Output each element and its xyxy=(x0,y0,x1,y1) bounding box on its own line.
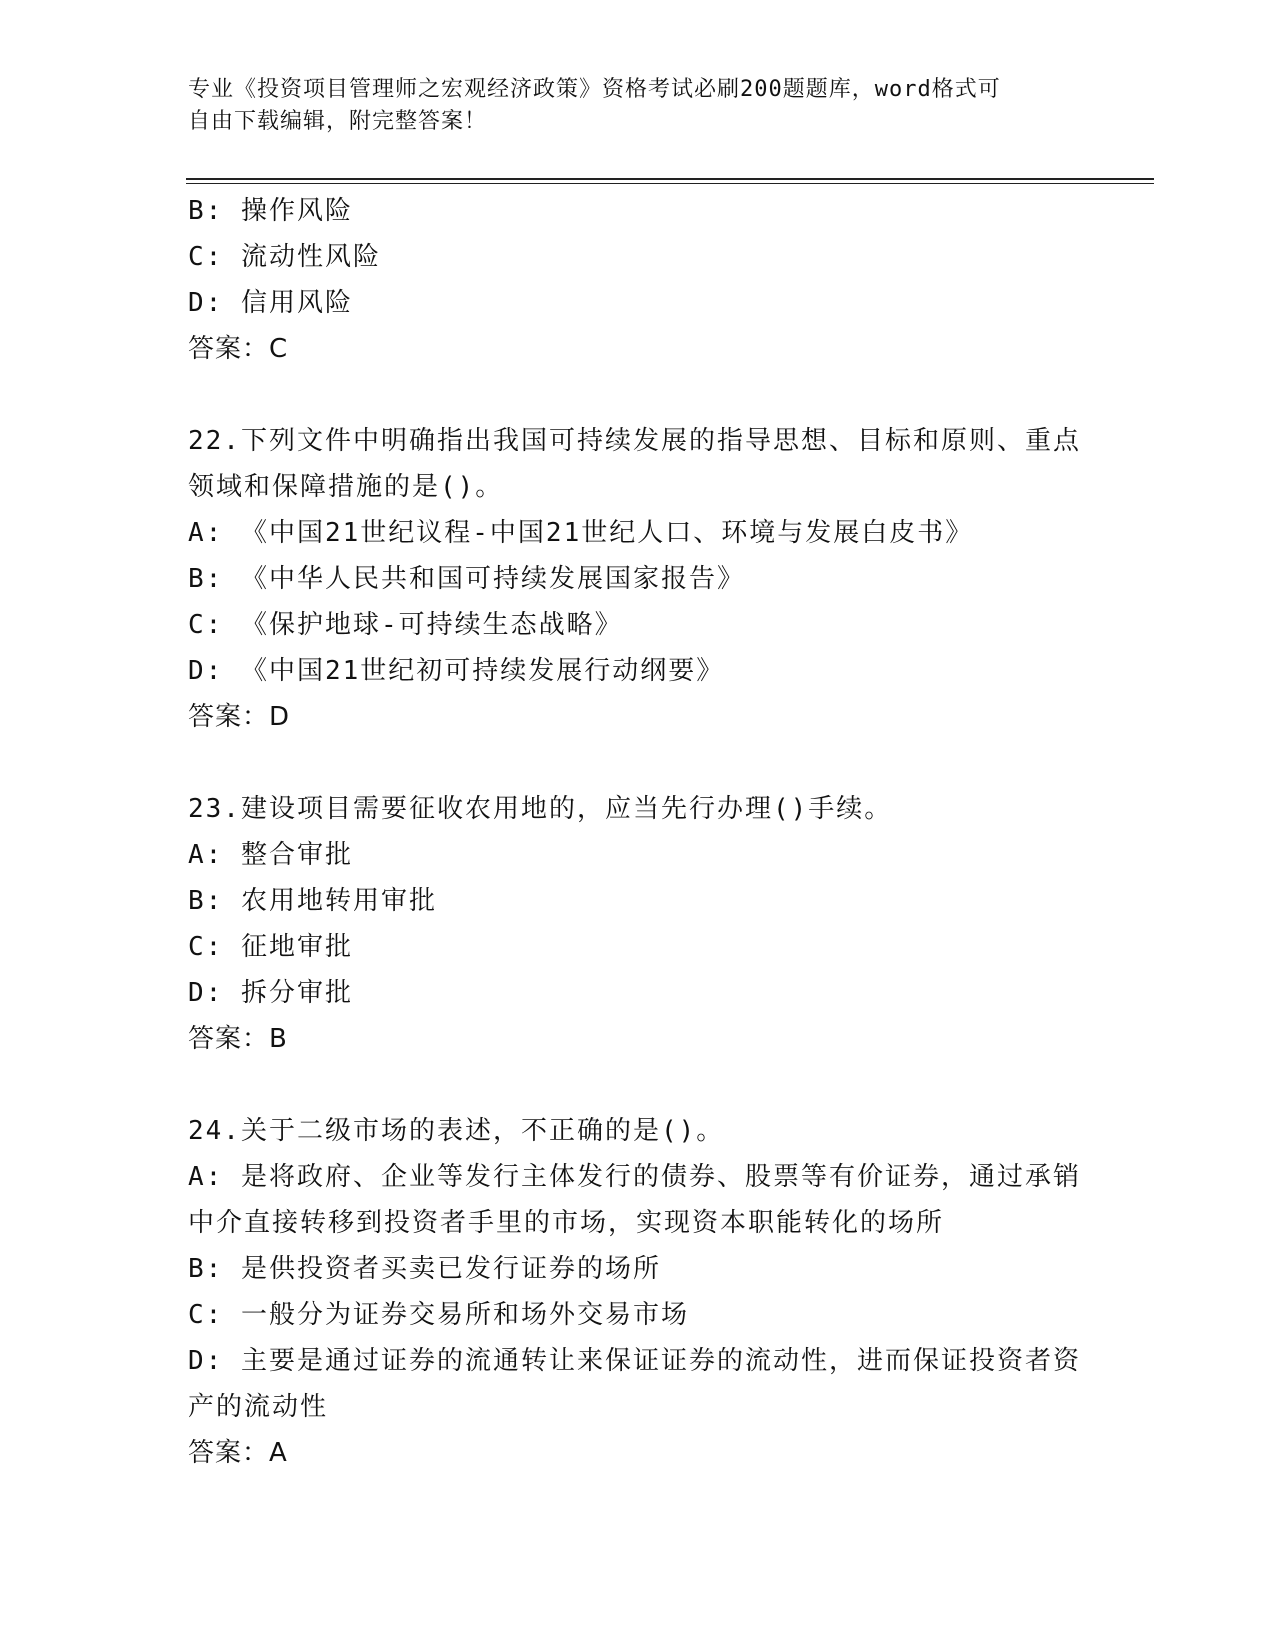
q23-option-b: B: 农用地转用审批 xyxy=(188,886,437,916)
header-line-2: 自由下载编辑，附完整答案！ xyxy=(188,109,488,134)
spacer xyxy=(188,740,1088,786)
prev-option-d: D: 信用风险 xyxy=(188,288,353,318)
spacer xyxy=(188,372,1088,418)
q24-option-d: D: 主要是通过证券的流通转让来保证证券的流动性，进而保证投资者资产的流动性 xyxy=(188,1346,1081,1422)
q24-answer: 答案：A xyxy=(188,1438,288,1468)
q22-option-a: A: 《中国21世纪议程-中国21世纪人口、环境与发展白皮书》 xyxy=(188,518,974,548)
document-header xyxy=(188,74,1068,138)
q22-option-d: D: 《中国21世纪初可持续发展行动纲要》 xyxy=(188,656,725,686)
q22-option-c: C: 《保护地球-可持续生态战略》 xyxy=(188,610,623,640)
q23-option-c: C: 征地审批 xyxy=(188,932,353,962)
header-divider-thick xyxy=(186,178,1154,180)
spacer xyxy=(188,1062,1088,1108)
q22-text: 22.下列文件中明确指出我国可持续发展的指导思想、目标和原则、重点领域和保障措施的是()。 xyxy=(188,426,1081,502)
q23-text: 23.建设项目需要征收农用地的，应当先行办理()手续。 xyxy=(188,794,893,824)
q22-option-b: B: 《中华人民共和国可持续发展国家报告》 xyxy=(188,564,745,594)
prev-answer: 答案：C xyxy=(188,334,289,364)
question-list xyxy=(188,188,1088,1476)
q22-answer: 答案：D xyxy=(188,702,291,732)
header-divider-thin xyxy=(186,183,1154,184)
prev-option-b: B: 操作风险 xyxy=(188,196,353,226)
prev-option-c: C: 流动性风险 xyxy=(188,242,381,272)
q24-text: 24.关于二级市场的表述，不正确的是()。 xyxy=(188,1116,725,1146)
header-line-1: 专业《投资项目管理师之宏观经济政策》资格考试必刷200题题库，word格式可 xyxy=(188,77,1001,102)
q23-option-a: A: 整合审批 xyxy=(188,840,353,870)
q24-option-a: A: 是将政府、企业等发行主体发行的债券、股票等有价证券，通过承销中介直接转移到投资者手里的市场，实现资本职能转化的场所 xyxy=(188,1162,1081,1238)
q24-option-c: C: 一般分为证券交易所和场外交易市场 xyxy=(188,1300,689,1330)
q23-answer: 答案：B xyxy=(188,1024,288,1054)
q23-option-d: D: 拆分审批 xyxy=(188,978,353,1008)
q24-option-b: B: 是供投资者买卖已发行证券的场所 xyxy=(188,1254,661,1284)
